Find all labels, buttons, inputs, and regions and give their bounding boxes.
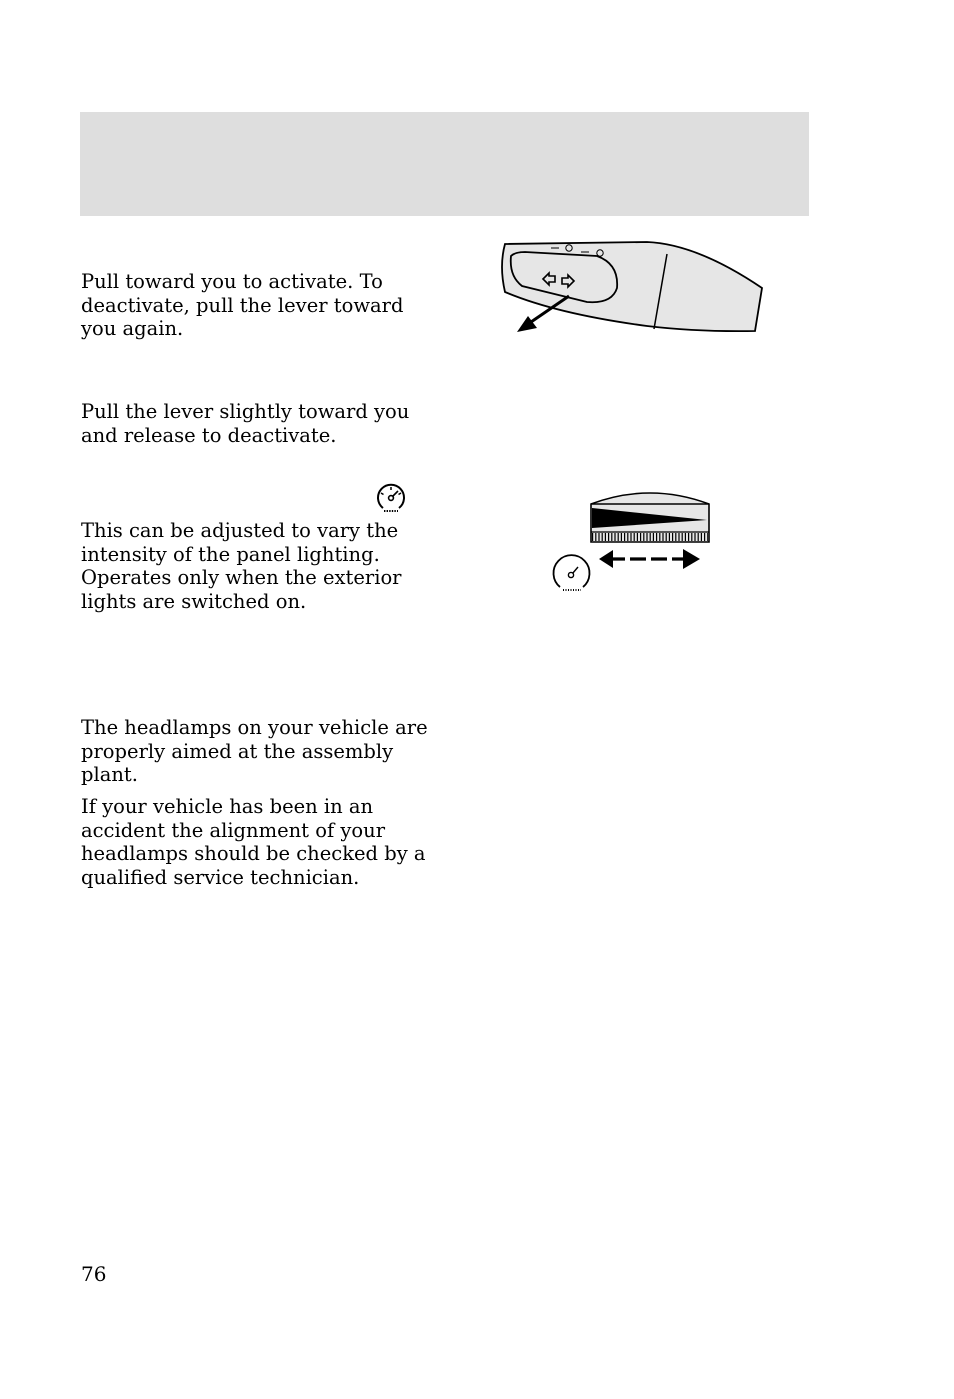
panel-dimmer-icon (374, 482, 408, 516)
headlamp-aiming-paragraph-2: If your vehicle has been in an accident the alignment of your headlamps should be checked by a qualified service technician. (81, 795, 426, 889)
panel-dimmer-icon (554, 555, 590, 590)
panel-dimmer-instructions: This can be adjusted to vary the intensity of the panel lighting. Operates only when the exterior lights are switched on. (81, 519, 402, 613)
multifunction-lever-illustration (497, 236, 767, 336)
panel-dimmer-thumbwheel-illustration (545, 484, 720, 594)
flash-release-instructions: Pull the lever slightly toward you and release to deactivate. (81, 400, 410, 447)
section-header-band (80, 112, 809, 216)
adjust-direction-arrow-icon (599, 549, 700, 569)
flash-to-pass-instructions: Pull toward you to activate. To deactivate, pull the lever toward you again. (81, 270, 404, 340)
headlamp-aiming-paragraph-1: The headlamps on your vehicle are properly aimed at the assembly plant. (81, 716, 428, 786)
page-number: 76 (81, 1262, 107, 1286)
